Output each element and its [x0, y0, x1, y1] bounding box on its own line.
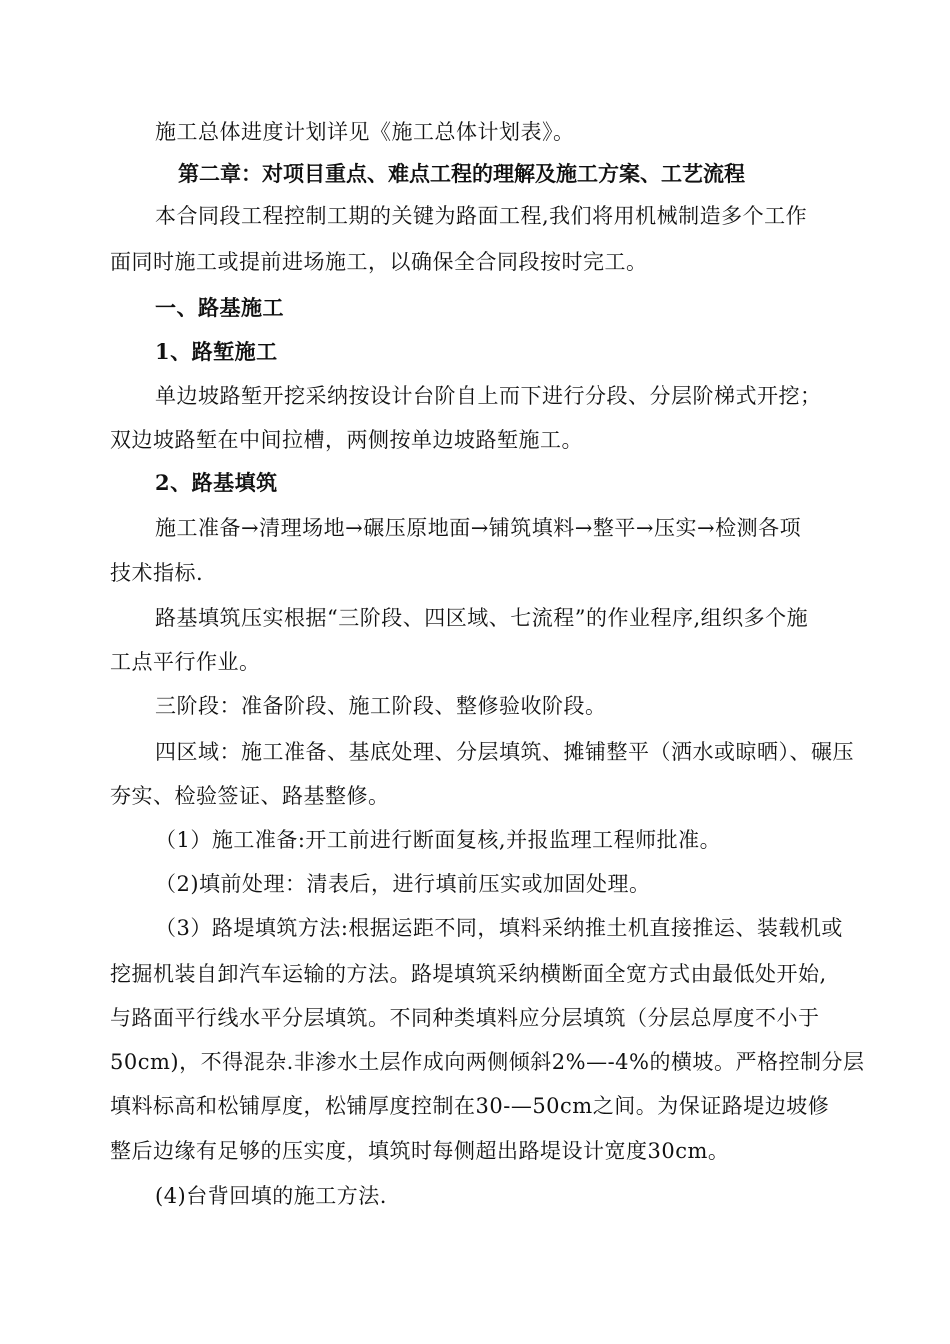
paragraph-line: 填料标高和松铺厚度，松铺厚度控制在30-—50cm之间。为保证路堤边坡修 [110, 1094, 830, 1118]
paragraph-line: 双边坡路堑在中间拉槽，两侧按单边坡路堑施工。 [110, 428, 583, 452]
list-item: （2)填前处理：清表后，进行填前压实或加固处理。 [155, 872, 651, 896]
paragraph-line: 技术指标. [110, 561, 204, 585]
subsection-heading: 2、路基填筑 [155, 470, 278, 495]
subsection-heading: 1、路堑施工 [155, 339, 278, 364]
paragraph-line: 单边坡路堑开挖采纳按设计台阶自上而下进行分段、分层阶梯式开挖； [155, 384, 822, 408]
paragraph-line: 施工总体进度计划详见《施工总体计划表》。 [155, 120, 575, 144]
paragraph-line: 施工准备→清理场地→碾压原地面→铺筑填料→整平→压实→检测各项 [155, 516, 802, 540]
paragraph-line: 挖掘机装自卸汽车运输的方法。路堤填筑采纳横断面全宽方式由最低处开始, [110, 962, 827, 986]
paragraph-line: 50cm)，不得混杂.非渗水土层作成向两侧倾斜2%—-4%的横坡。严格控制分层 [110, 1050, 865, 1074]
paragraph-line: 与路面平行线水平分层填筑。不同种类填料应分层填筑（分层总厚度不小于 [110, 1006, 820, 1030]
section-heading: 一、路基施工 [155, 295, 284, 320]
list-item: (4)台背回填的施工方法. [155, 1184, 387, 1208]
paragraph-line: 整后边缘有足够的压实度，填筑时每侧超出路堤设计宽度30cm。 [110, 1139, 730, 1163]
paragraph-line: 面同时施工或提前进场施工，以确保全合同段按时完工。 [110, 250, 648, 274]
paragraph-line: 四区域：施工准备、基底处理、分层填筑、摊铺整平（洒水或晾晒）、碾压 [155, 740, 854, 764]
chapter-heading: 第二章：对项目重点、难点工程的理解及施工方案、工艺流程 [178, 161, 745, 186]
paragraph-line: 夯实、检验签证、路基整修。 [110, 784, 390, 808]
paragraph-line: 本合同段工程控制工期的关键为路面工程,我们将用机械制造多个工作 [155, 204, 808, 228]
paragraph-line: 路基填筑压实根据“三阶段、四区域、七流程”的作业程序,组织多个施 [155, 606, 809, 630]
paragraph-line: 工点平行作业。 [110, 650, 261, 674]
list-item: （1）施工准备:开工前进行断面复核,并报监理工程师批准。 [155, 828, 722, 852]
list-item: （3）路堤填筑方法:根据运距不同，填料采纳推土机直接推运、装载机或 [155, 916, 843, 940]
paragraph-line: 三阶段：准备阶段、施工阶段、整修验收阶段。 [155, 694, 607, 718]
